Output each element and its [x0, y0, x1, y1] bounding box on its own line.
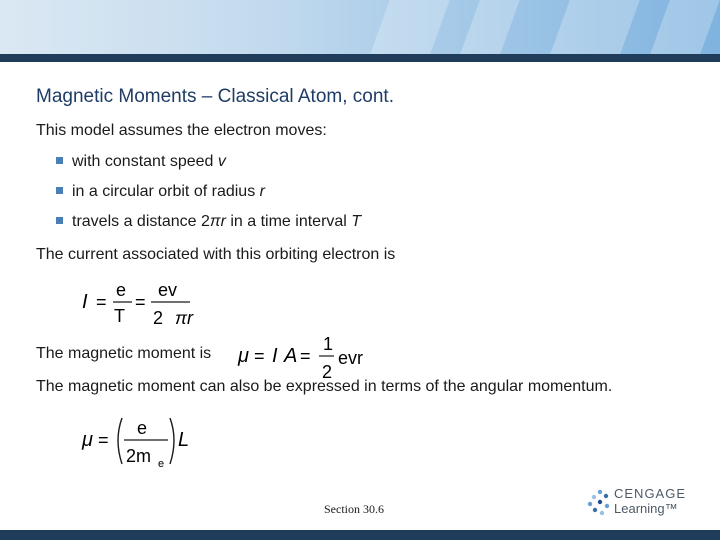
bullet-item	[56, 183, 265, 201]
moment-text: The magnetic moment is	[36, 345, 212, 362]
eq-numerator: e	[116, 280, 127, 300]
bullet-text: with constant speed	[72, 153, 218, 170]
bullet-item	[56, 153, 226, 171]
bullet-text: travels a distance 2	[72, 213, 210, 230]
bullet-marker	[56, 157, 63, 164]
bullet-variable: T	[351, 213, 362, 230]
eq-equals: =	[254, 346, 265, 366]
bullet-marker	[56, 187, 63, 194]
eq-numerator: e	[137, 418, 148, 438]
eq-equals: =	[96, 292, 107, 312]
bullet-marker	[56, 217, 63, 224]
moment-equation	[234, 330, 384, 384]
eq-equals: =	[300, 346, 311, 366]
eq-denominator: 2	[153, 308, 164, 328]
logo-subtext: Learning™	[614, 501, 678, 516]
eq-numerator: ev	[158, 280, 178, 300]
eq-symbol: I	[272, 345, 278, 367]
eq-denominator: T	[114, 306, 125, 326]
footer-rule	[0, 530, 720, 540]
intro-text: This model assumes the electron moves:	[36, 122, 327, 139]
bullet-item	[56, 213, 361, 231]
angular-text: The magnetic moment can also be expressed in terms of the angular momentum.	[36, 378, 613, 395]
right-paren	[170, 418, 174, 464]
eq-term: evr	[338, 348, 364, 368]
eq-symbol: L	[178, 429, 190, 451]
eq-equals: =	[98, 430, 109, 450]
header-banner	[0, 0, 720, 54]
eq-denominator: 2m	[126, 446, 152, 466]
eq-symbol: I	[82, 291, 88, 313]
eq-numerator: 1	[323, 334, 334, 354]
bullet-variable: r	[259, 183, 265, 200]
eq-symbol: μ	[82, 429, 93, 451]
bullet-text: in a time interval	[225, 213, 352, 230]
bullet-text: in a circular orbit of radius	[72, 183, 260, 200]
bullet-variable: v	[217, 153, 226, 170]
eq-symbol: A	[284, 345, 298, 367]
slide-title: Magnetic Moments – Classical Atom, cont.	[36, 86, 394, 107]
left-paren	[118, 418, 122, 464]
angular-equation	[78, 410, 198, 472]
eq-subscript: e	[158, 458, 165, 470]
eq-denominator: πr	[175, 308, 194, 328]
current-text: The current associated with this orbiting electron is	[36, 246, 396, 263]
eq-equals: =	[135, 292, 146, 312]
bullet-variable: πr	[209, 213, 226, 230]
section-label: Section 30.6	[324, 502, 384, 516]
logo-wordmark: CENGAGE	[614, 486, 687, 501]
current-equation	[78, 276, 208, 330]
header-rule	[0, 54, 720, 62]
cengage-logo	[586, 486, 690, 518]
eq-symbol: μ	[238, 345, 249, 367]
eq-denominator: 2	[322, 362, 333, 382]
cengage-dots-icon	[586, 488, 612, 518]
